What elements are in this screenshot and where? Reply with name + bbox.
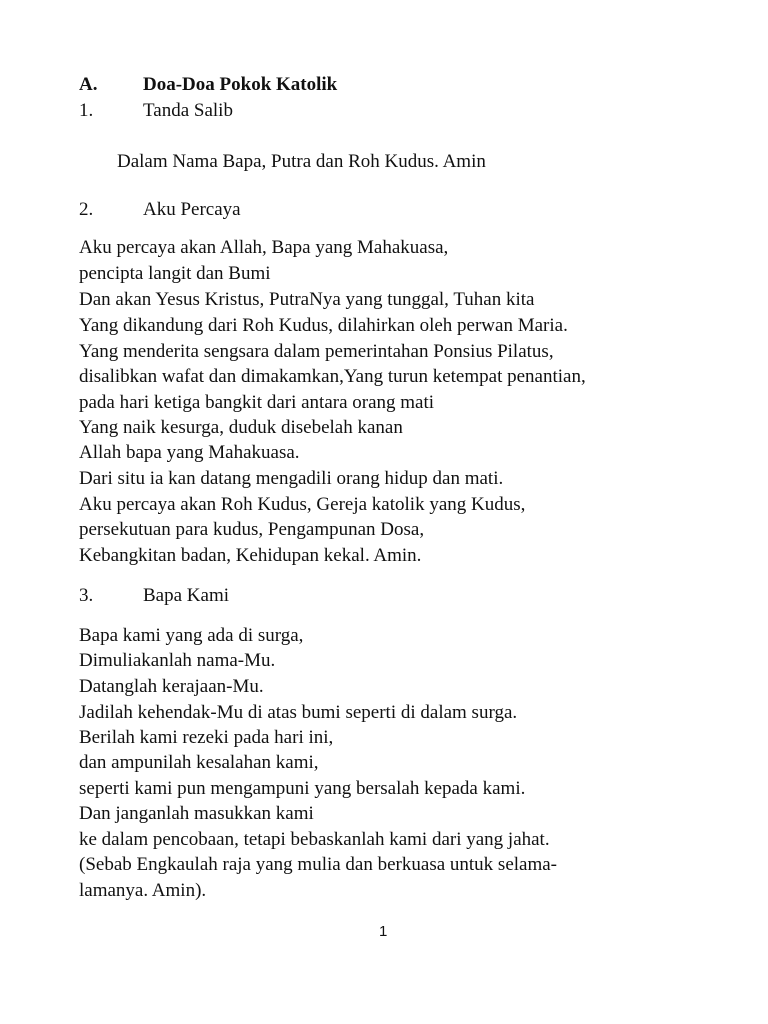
prayer-title: Tanda Salib [143, 100, 233, 121]
prayer-line: Dimuliakanlah nama-Mu. [79, 650, 276, 671]
prayer-line: Berilah kami rezeki pada hari ini, [79, 727, 334, 748]
prayer-line: ke dalam pencobaan, tetapi bebaskanlah kami dari yang jahat. [79, 829, 550, 850]
prayer-line: lamanya. Amin). [79, 880, 207, 901]
section-title: Doa-Doa Pokok Katolik [143, 74, 338, 95]
prayer-number: 1. [79, 100, 94, 121]
prayer-line: seperti kami pun mengampuni yang bersalah kepada kami. [79, 778, 526, 799]
prayer-title: Aku Percaya [143, 199, 241, 220]
prayer-line: pencipta langit dan Bumi [79, 263, 271, 284]
section-label: A. [79, 74, 98, 95]
prayer-line: Yang menderita sengsara dalam pemerintahan Ponsius Pilatus, [79, 341, 554, 362]
prayer-line: dan ampunilah kesalahan kami, [79, 752, 319, 773]
prayer-line: Kebangkitan badan, Kehidupan kekal. Amin. [79, 545, 422, 566]
prayer-line: pada hari ketiga bangkit dari antara orang mati [79, 392, 435, 413]
prayer-number: 2. [79, 199, 94, 220]
prayer-line: Yang dikandung dari Roh Kudus, dilahirkan oleh perwan Maria. [79, 315, 568, 336]
prayer-line: persekutuan para kudus, Pengampunan Dosa, [79, 519, 425, 540]
prayer-line: Aku percaya akan Allah, Bapa yang Mahakuasa, [79, 237, 449, 258]
prayer-line: Allah bapa yang Mahakuasa. [79, 442, 300, 463]
prayer-line: Bapa kami yang ada di surga, [79, 625, 304, 646]
prayer-line: Jadilah kehendak-Mu di atas bumi seperti di dalam surga. [79, 702, 518, 723]
prayer-line: disalibkan wafat dan dimakamkan,Yang turun ketempat penantian, [79, 366, 586, 387]
prayer-number: 3. [79, 585, 94, 606]
prayer-line: Yang naik kesurga, duduk disebelah kanan [79, 417, 403, 438]
page-number: 1 [379, 923, 388, 940]
prayer-line: (Sebab Engkaulah raja yang mulia dan berkuasa untuk selama- [79, 854, 557, 875]
prayer-line: Dan akan Yesus Kristus, PutraNya yang tunggal, Tuhan kita [79, 289, 535, 310]
prayer-line: Dalam Nama Bapa, Putra dan Roh Kudus. Amin [117, 151, 486, 172]
prayer-line: Dari situ ia kan datang mengadili orang hidup dan mati. [79, 468, 504, 489]
prayer-line: Datanglah kerajaan-Mu. [79, 676, 264, 697]
prayer-title: Bapa Kami [143, 585, 230, 606]
prayer-line: Aku percaya akan Roh Kudus, Gereja katolik yang Kudus, [79, 494, 526, 515]
prayer-line: Dan janganlah masukkan kami [79, 803, 314, 824]
